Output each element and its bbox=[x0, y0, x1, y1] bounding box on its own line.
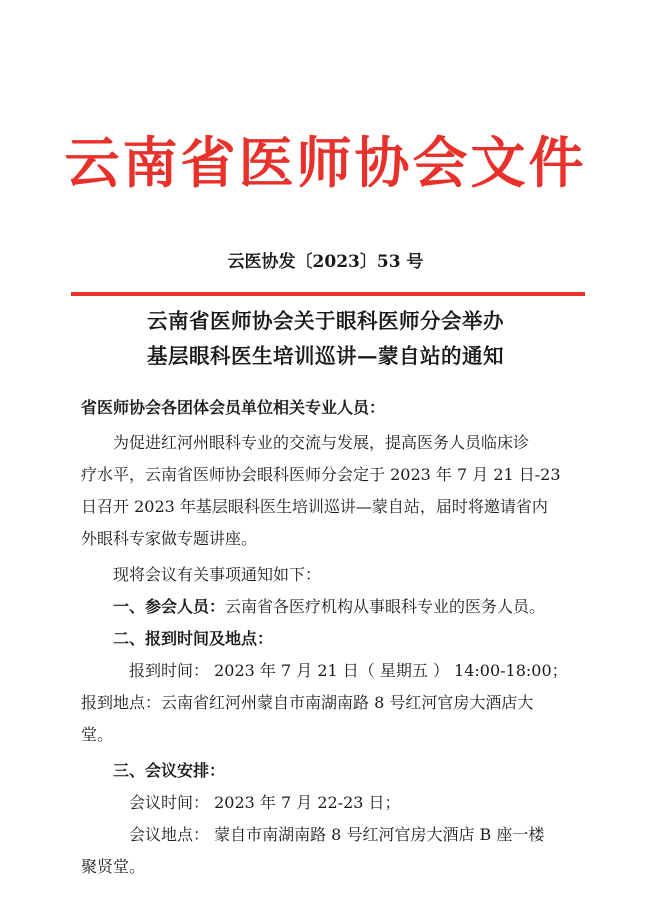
document-number: 云医协发〔2023〕53 号 bbox=[227, 252, 424, 272]
section-2-heading: 二、报到时间及地点： bbox=[113, 629, 274, 648]
registration-place-line-1: 报到地点：云南省红河州蒙自市南湖南路 8 号红河官房大酒店大 bbox=[81, 693, 534, 712]
red-divider bbox=[71, 292, 585, 296]
intro-line-1: 为促进红河州眼科专业的交流与发展，提高医务人员临床诊 bbox=[113, 433, 530, 452]
registration-time: 报到时间： 2023 年 7 月 21 日（ 星期五 ） 14:00-18:00； bbox=[129, 661, 568, 680]
notice-title-line-2: 基层眼科医生培训巡讲—蒙自站的通知 bbox=[147, 344, 504, 368]
section-1-text: 云南省各医疗机构从事眼科专业的医务人员。 bbox=[225, 597, 546, 616]
section-1-heading: 一、参会人员： bbox=[113, 597, 226, 616]
document-header-title: 云南省医师协会文件 bbox=[64, 130, 587, 195]
salutation: 省医师协会各团体会员单位相关专业人员： bbox=[81, 398, 386, 417]
meeting-place-line-1: 会议地点： 蒙自市南湖南路 8 号红河官房大酒店 B 座一楼 bbox=[129, 825, 545, 844]
registration-place-line-2: 堂。 bbox=[81, 725, 114, 744]
meeting-place-line-2: 聚贤堂。 bbox=[81, 857, 146, 876]
section-1 bbox=[113, 596, 545, 618]
intro-line-3: 日召开 2023 年基层眼科医生培训巡讲—蒙自站，届时将邀请省内 bbox=[81, 497, 548, 516]
meeting-time: 会议时间： 2023 年 7 月 22-23 日； bbox=[129, 793, 401, 812]
intro-line-2: 疗水平，云南省医师协会眼科医师分会定于 2023 年 7 月 21 日-23 bbox=[81, 465, 561, 484]
notice-title-line-1: 云南省医师协会关于眼科医师分会举办 bbox=[147, 309, 504, 333]
intro-line-4: 外眼科专家做专题讲座。 bbox=[81, 529, 258, 548]
section-3-heading: 三、会议安排： bbox=[113, 761, 226, 780]
notice-line: 现将会议有关事项通知如下： bbox=[113, 565, 322, 584]
